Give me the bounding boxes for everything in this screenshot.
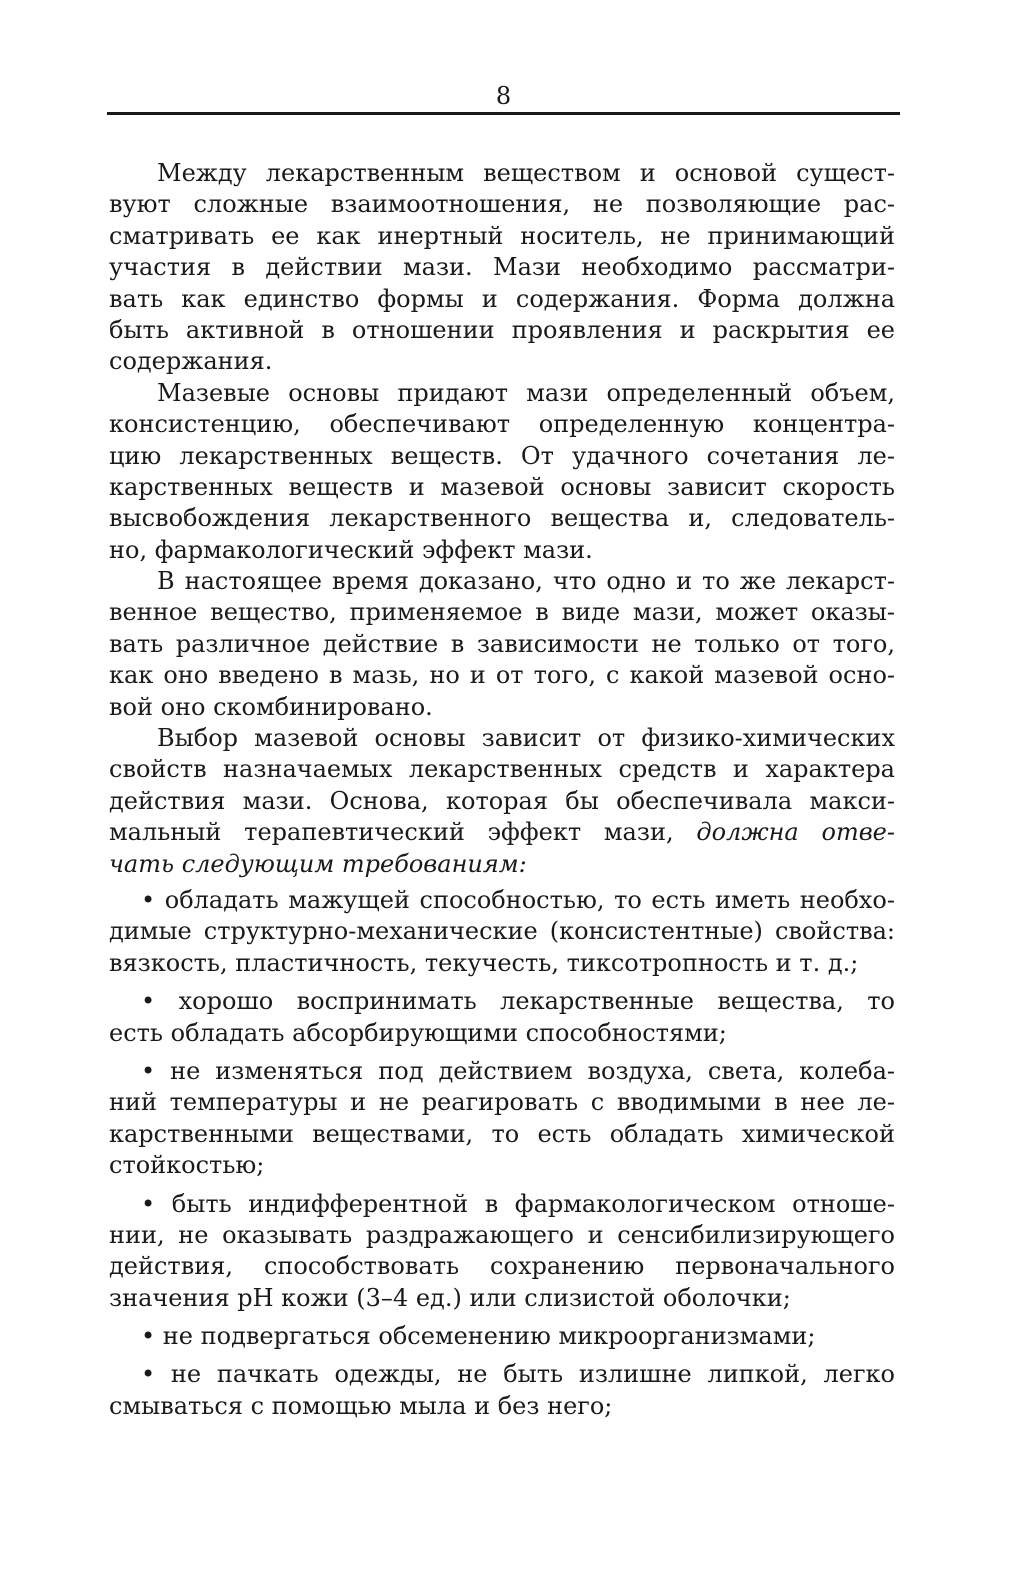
paragraph-2 xyxy=(109,378,895,566)
text-line: действия мази. Основа, которая бы обеспечивала макси- xyxy=(109,786,895,815)
page-header xyxy=(107,82,900,118)
text-line: как оно введено в мазь, но и от того, с какой мазевой осно- xyxy=(109,661,895,690)
bullet-icon: • xyxy=(141,987,156,1016)
text-line: есть обладать абсорбирующими способностями; xyxy=(109,1018,727,1047)
text-line: вой оно скомбинировано. xyxy=(109,692,433,721)
text-line xyxy=(109,1321,895,1352)
requirement-item xyxy=(109,885,895,979)
requirement-item xyxy=(109,1189,895,1315)
text-line: В настоящее время доказано, что одно и то же лекарст- xyxy=(157,567,895,596)
text-line: Выбор мазевой основы зависит от физико-химических xyxy=(157,724,895,753)
text-run: мальный терапевтический эффект мази, xyxy=(109,818,674,847)
requirement-item xyxy=(109,1359,895,1422)
bullet-icon: • xyxy=(141,885,156,914)
text-line: смываться с помощью мыла и без него; xyxy=(109,1391,613,1420)
header-rule xyxy=(107,112,900,115)
text-line: вязкость, пластичность, текучесть, тиксотропность и т. д.; xyxy=(109,948,859,977)
text-line: но, фармакологический эффект мази. xyxy=(109,535,593,564)
text-line: димые структурно-механические (консистентные) свойства: xyxy=(109,917,895,946)
text-line: венное вещество, применяемое в виде мази, может оказы- xyxy=(109,598,895,627)
text-line xyxy=(109,1359,895,1390)
text-line: свойств назначаемых лекарственных средств и характера xyxy=(109,755,895,784)
requirement-item xyxy=(109,986,895,1049)
text-line: высвобождения лекарственного вещества и, следователь- xyxy=(109,504,895,533)
text-line: вать как единство формы и содержания. Форма должна xyxy=(109,284,895,313)
bullet-icon: • xyxy=(141,1360,156,1389)
text-line xyxy=(109,986,895,1017)
paragraph-4 xyxy=(109,723,895,880)
text-run: хорошо воспринимать лекарственные вещества, то xyxy=(178,987,895,1016)
bullet-icon: • xyxy=(141,1322,156,1351)
page-number: 8 xyxy=(495,82,512,110)
text-run: не подвергаться обсеменению микроорганизмами; xyxy=(162,1322,816,1351)
paragraph-3 xyxy=(109,566,895,723)
text-line: нии, не оказывать раздражающего и сенсибилизирующего xyxy=(109,1220,895,1249)
text-line: Между лекарственным веществом и основой сущест- xyxy=(157,159,895,187)
text-run: не пачкать одежды, не быть излишне липкой, легко xyxy=(170,1360,895,1389)
text-line: Мазевые основы придают мази определенный объем, xyxy=(157,378,895,407)
page-body xyxy=(109,158,895,1422)
text-line: стойкостью; xyxy=(109,1151,265,1180)
text-line xyxy=(109,1189,895,1220)
text-line xyxy=(109,1056,895,1087)
paragraph-1 xyxy=(109,158,895,378)
emphasis-text: чать следующим требованиям: xyxy=(109,849,527,878)
emphasis-text: должна отве- xyxy=(696,818,895,847)
text-line xyxy=(109,885,895,916)
text-run: не изменяться под действием воздуха, света, колеба- xyxy=(170,1056,895,1085)
text-line: цию лекарственных веществ. От удачного сочетания ле- xyxy=(109,441,895,470)
text-run: обладать мажущей способностью, то есть иметь необхо- xyxy=(164,885,895,914)
text-line xyxy=(109,849,895,880)
text-line: консистенцию, обеспечивают определенную концентра- xyxy=(109,410,895,439)
text-line: ний температуры и не реагировать с вводимыми в нее ле- xyxy=(109,1088,895,1117)
text-line-with-emphasis xyxy=(109,817,895,848)
bullet-icon: • xyxy=(141,1189,156,1218)
requirement-item xyxy=(109,1321,895,1352)
text-line: содержания. xyxy=(109,347,273,376)
requirement-item xyxy=(109,1056,895,1182)
bullet-icon: • xyxy=(141,1056,156,1085)
text-line: вать различное действие в зависимости не только от того, xyxy=(109,629,895,658)
text-line: сматривать ее как инертный носитель, не принимающий xyxy=(109,221,895,250)
text-line: быть активной в отношении проявления и раскрытия ее xyxy=(109,315,895,344)
text-line: участия в действии мази. Мази необходимо рассматри- xyxy=(109,253,895,282)
text-line: карственных веществ и мазевой основы зависит скорость xyxy=(109,472,895,501)
text-line: значения pH кожи (3–4 ед.) или слизистой оболочки; xyxy=(109,1283,791,1312)
text-line: действия, способствовать сохранению первоначального xyxy=(109,1252,895,1281)
text-line: вуют сложные взаимоотношения, не позволяющие рас- xyxy=(109,190,895,219)
text-line: карственными веществами, то есть обладать химической xyxy=(109,1119,895,1148)
text-run: быть индифферентной в фармакологическом отноше- xyxy=(171,1189,895,1218)
